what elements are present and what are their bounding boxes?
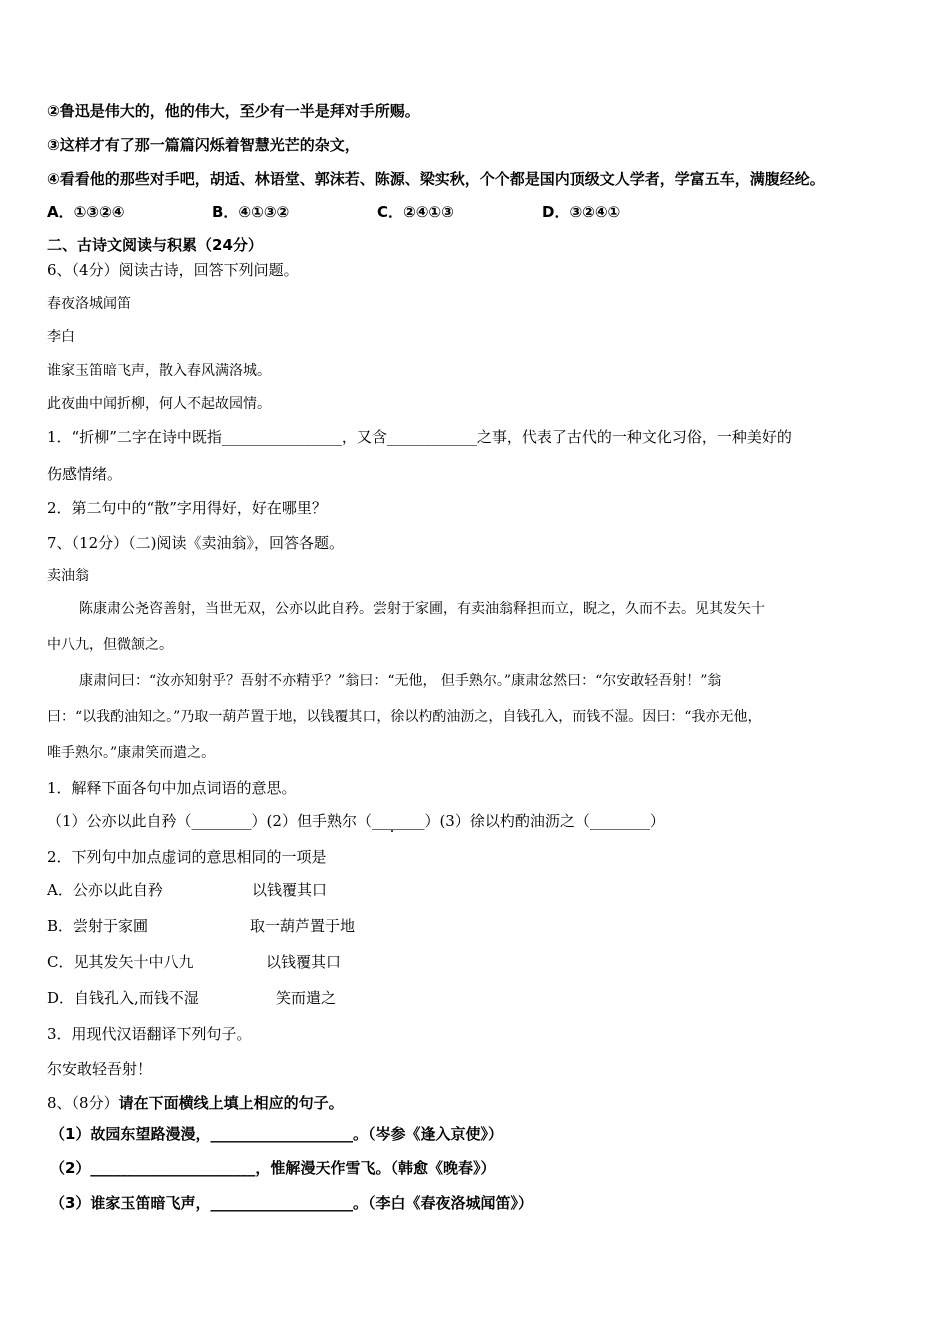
- option-b: B．④①③②: [212, 203, 290, 221]
- q6-sub2: 2．第二句中的“散”字用得好，好在哪里？: [47, 499, 327, 517]
- q7-prompt: 7、（12分）（二)阅读《卖油翁》，回答各题。: [47, 534, 344, 552]
- q7-option-a: A．公亦以此自矜 以钱覆其口: [47, 881, 328, 899]
- q7-sub3-sentence: 尔安敢轻吾射！: [47, 1060, 153, 1078]
- passage-title: 卖油翁: [47, 568, 89, 584]
- poem-line-1: 谁家玉笛暗飞声，散入春风满洛城。: [47, 363, 271, 379]
- item-3: ③这样才有了那一篇篇闪烁着智慧光芒的杂文，: [47, 136, 360, 154]
- q7-sub1: 1．解释下面各句中加点词语的意思。: [47, 779, 297, 797]
- q8-prompt: 8、（8分）请在下面横线上填上相应的句子。: [47, 1094, 344, 1112]
- q7-option-d: D．自钱孔入,而钱不湿 笑而遣之: [47, 989, 337, 1007]
- q8-item-1: （1）故园东望路漫漫，___________________。（岑参《逢入京使》）: [50, 1125, 503, 1143]
- q6-prompt: 6、（4分）阅读古诗，回答下列问题。: [47, 261, 299, 279]
- section-title: 二、古诗文阅读与积累（24分）: [47, 236, 263, 254]
- q7-sub2: 2．下列句中加点虚词的意思相同的一项是: [47, 848, 327, 866]
- q7-sub3: 3．用现代汉语翻译下列句子。: [47, 1025, 252, 1043]
- q7-sub1-items: （1）公亦以此自矜（________）(2）但手熟尔（_______）(3）徐以杓酌油沥之（________）: [47, 812, 665, 830]
- passage-p1: 陈康肃公尧咨善射，当世无双，公亦以此自矜。尝射于家圃，有卖油翁释担而立，睨之，久而不去。见其发矢十: [79, 601, 765, 617]
- poem-line-2: 此夜曲中闻折柳，何人不起故园情。: [47, 396, 271, 412]
- q6-sub1: 1．“折柳”二字在诗中既指________________，又含____________之事，代表了古代的一种文化习俗，一种美好的: [47, 428, 792, 446]
- q8-item-3: （3）谁家玉笛暗飞声，___________________。（李白《春夜洛城闻笛》）: [50, 1194, 533, 1212]
- q6-sub1-cont: 伤感情绪。: [47, 465, 123, 483]
- option-d: D．③②④①: [542, 203, 621, 221]
- emphasis-dot: [391, 830, 393, 832]
- item-4: ④看看他的那些对手吧，胡适、林语堂、郭沫若、陈源、梁实秋，个个都是国内顶级文人学者，学富五车，满腹经纶。: [47, 170, 825, 188]
- passage-p2: 康肃问曰：“汝亦知射乎？吾射不亦精乎？”翁曰：“无他， 但手熟尔。”康肃忿然曰：“尔安敢轻吾射！”翁: [79, 673, 722, 689]
- poem-author: 李白: [47, 329, 75, 345]
- q8-item-2: （2）______________________，惟解漫天作雪飞。（韩愈《晚春》）: [50, 1159, 496, 1177]
- passage-p1-cont: 中八九，但微颔之。: [47, 637, 173, 653]
- q7-option-b: B．尝射于家圃 取一葫芦置于地: [47, 917, 356, 935]
- q7-option-c: C．见其发矢十中八九 以钱覆其口: [47, 953, 342, 971]
- passage-p2-end: 唯手熟尔。”康肃笑而遣之。: [47, 745, 216, 761]
- option-a: A．①③②④: [47, 203, 125, 221]
- item-2: ②鲁迅是伟大的，他的伟大，至少有一半是拜对手所赐。: [47, 102, 420, 120]
- poem-title: 春夜洛城闻笛: [47, 296, 131, 312]
- passage-p2-cont: 曰：“以我酌油知之。”乃取一葫芦置于地，以钱覆其口，徐以杓酌油沥之，自钱孔入，而钱不湿。因曰：“我亦无他，: [47, 709, 762, 725]
- option-c: C．②④①③: [377, 203, 454, 221]
